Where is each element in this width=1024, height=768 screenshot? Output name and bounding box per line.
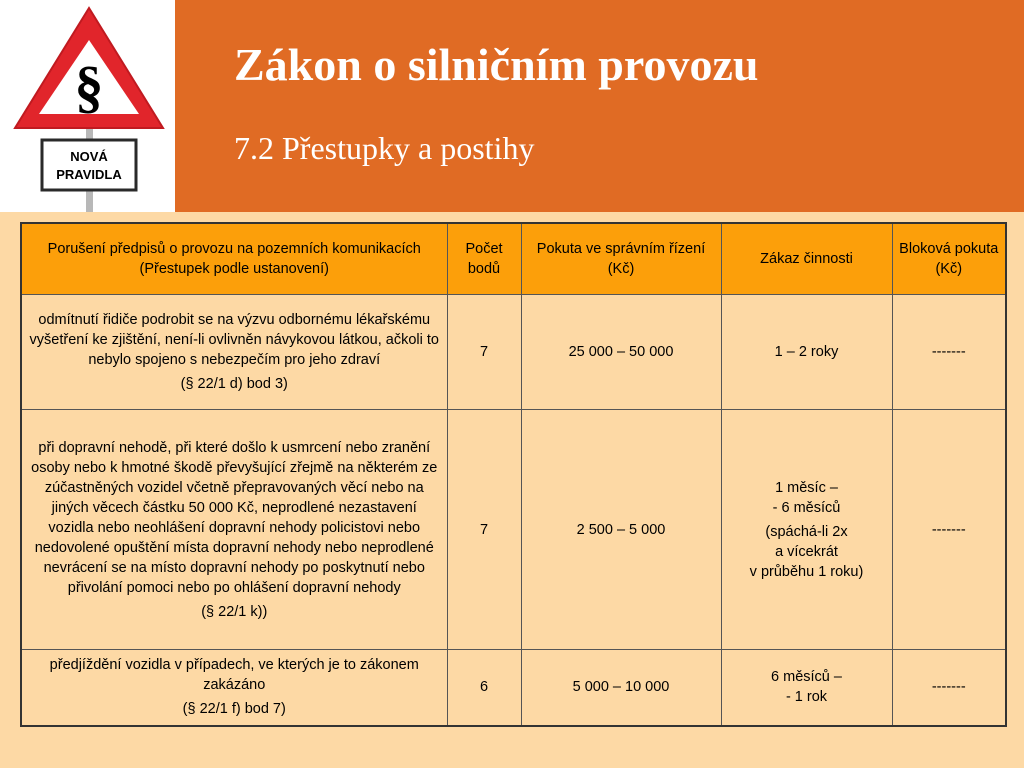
violation-cell [21,295,447,410]
header-ban: Zákaz činnosti [721,223,892,295]
ban-cell: 1 – 2 roky [721,295,892,410]
sign-symbol: § [74,54,104,119]
violation-cell [21,410,447,650]
ban-note3: v průběhu 1 roku) [749,563,864,580]
header-violation-title: Porušení předpisů o provozu na pozemních komunikacích [47,241,421,257]
ban-line1: 1 měsíc – [775,479,838,496]
points-cell: 6 [447,650,521,726]
points-cell: 7 [447,295,521,410]
fine-cell: 2 500 – 5 000 [521,410,721,650]
violation-cell [21,650,447,726]
violation-text: předjíždění vozidla v případech, ve kterých je to zákonem zakázáno [49,657,419,694]
fine-cell: 25 000 – 50 000 [521,295,721,410]
header-block-fine: Bloková pokuta (Kč) [892,223,1006,295]
table-header-row [21,223,1006,295]
violation-section: (§ 22/1 f) bod 7) [182,701,286,718]
plate-line2: PRAVIDLA [56,167,122,182]
ban-cell [721,650,892,726]
header-band [0,0,1024,212]
block-fine-cell: ------- [892,295,1006,410]
table-row [21,295,1006,410]
header-violation [21,223,447,295]
ban-cell [721,410,892,650]
page-title: Zákon o silničním provozu [234,39,759,90]
page-subtitle: 7.2 Přestupky a postihy [234,130,535,166]
points-cell: 7 [447,410,521,650]
ban-line2: - 6 měsíců [772,499,841,516]
ban-note1: (spáchá-li 2x [765,523,848,540]
block-fine-cell: ------- [892,410,1006,650]
table-row [21,650,1006,726]
header-fine: Pokuta ve správním řízení (Kč) [521,223,721,295]
fine-cell: 5 000 – 10 000 [521,650,721,726]
header-points: Počet bodů [447,223,521,295]
ban-note2: a vícekrát [775,543,838,560]
table-row [21,410,1006,650]
header-violation-note: (Přestupek podle ustanovení) [139,261,329,277]
block-fine-cell: ------- [892,650,1006,726]
violation-section: (§ 22/1 k)) [201,603,268,620]
warning-sign-icon [0,0,175,212]
logo-panel [0,0,175,212]
ban-line1: 6 měsíců – [771,669,842,686]
violations-table [20,222,1007,727]
violation-section: (§ 22/1 d) bod 3) [180,376,288,392]
violation-text: odmítnutí řidiče podrobit se na výzvu odbornému lékařskému vyšetření ke zjištění, není-li ovlivněn návykovou látkou, ačkoli to nebylo spojeno s nebezpečím pro jeho zdraví [29,312,439,368]
violation-text: při dopravní nehodě, při které došlo k usmrcení nebo zranění osoby nebo k hmotné škodě převyšující zřejmě na některém ze zúčastněných vozidel včetně přepravovaných věcí nebo na jiných věcech částku 50 000 Kč, neprodlené nezastavení vozidla nebo neohlášení dopravní nehody policistovi nebo nedovolené opuštění místa dopravní nehody nebo neprodlené nevrácení se na místo dopravní nehody po poskytnutí nebo přivolání pomoci nebo po ohlášení dopravní nehody [31,439,438,596]
ban-line2: - 1 rok [785,689,828,706]
plate-line1: NOVÁ [70,149,108,164]
